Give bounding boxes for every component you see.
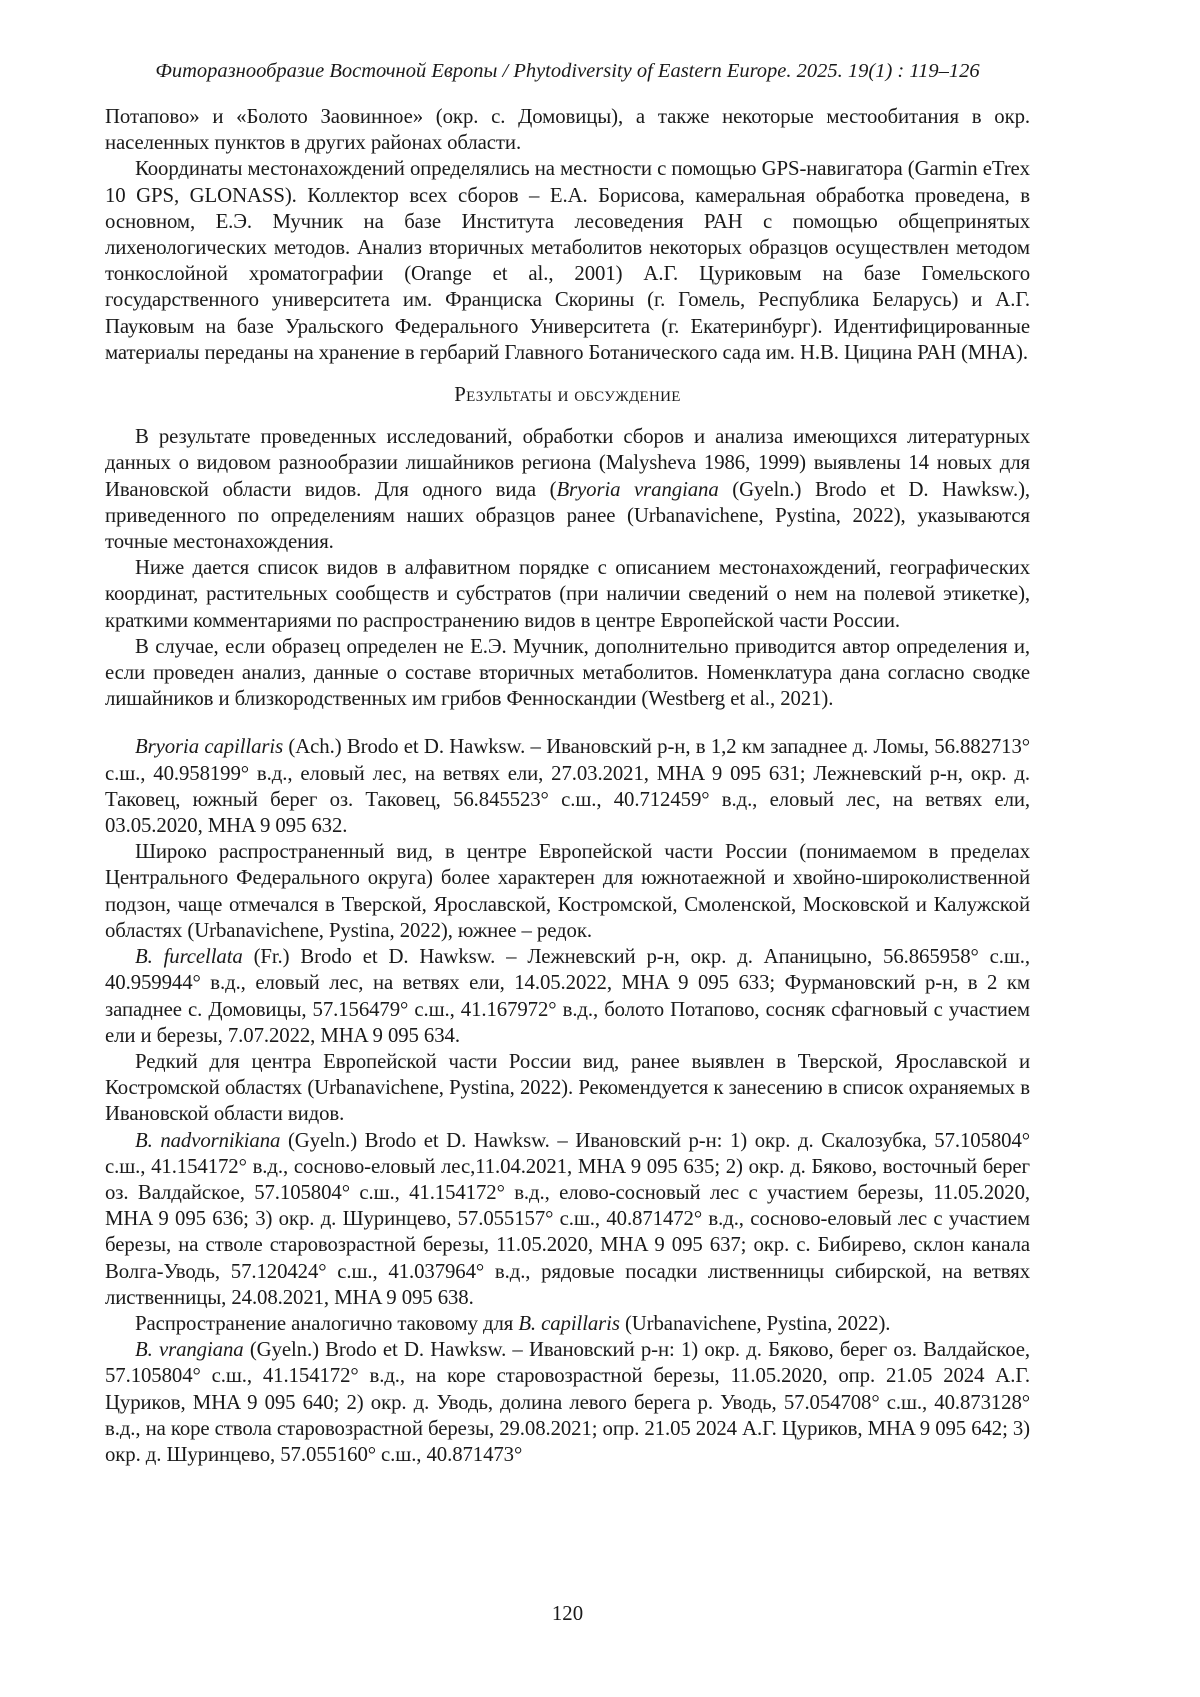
paragraph-text: (Ach.) Brodo et D. Hawksw. – Ивановский р-н, в 1,2 км западнее д. Ломы, 56.882713° с.ш., 40.958199° в.д., еловый лес, на ветвях ели, 27.03.2021, MHA 9 095 631; Лежневский р-н, окр. д. Таковец, южный берег оз. Таковец, 56.845523° с.ш., 40.712459° в.д., еловый лес, на ветвях ели, 03.05.2020, MHA 9 095 632. (105, 735, 1030, 838)
species-entry-bryoria-vrangiana (105, 1337, 1030, 1468)
paragraph-text: Широко распространенный вид, в центре Европейской части России (понимаемом в пределах Центрального Федерального округа) более характерен для южнотаежной и хвойно-широколиственной подзон, чаще отмечался в Тверской, Ярославской, Костромской, Смоленской, Московской и Калужской областях (Urbanavichene, Pystina, 2022), южнее – редок. (105, 840, 1030, 942)
species-name-italic: Bryoria capillaris (135, 735, 284, 759)
paragraph-text: (Urbanavichene, Pystina, 2022). (619, 1311, 891, 1335)
paragraph-text: Распространение аналогично таковому для (135, 1311, 519, 1335)
paragraph-nomenclature (105, 634, 1030, 713)
paragraph-text: Редкий для центра Европейской части России вид, ранее выявлен в Тверской, Ярославской и Костромской областях (Urbanavichene, Pystina, 2022). Рекомендуется к занесению в список охраняемых в Ивановской области видов. (105, 1049, 1030, 1126)
paragraph-nadvornikiana-distribution (105, 1311, 1030, 1337)
species-entry-bryoria-nadvornikiana (105, 1128, 1030, 1311)
paragraph-text: (Gyeln.) Brodo et D. Hawksw.), приведенного по определениям наших образцов ранее (Urbanavichene, Pystina, 2022), указываются точные местонахождения. (105, 477, 1030, 554)
paragraph-habitats-continuation (105, 104, 1030, 156)
species-name-italic: B. vrangiana (135, 1338, 244, 1362)
paragraph-text: (Fr.) Brodo et D. Hawksw. – Лежневский р-н, окр. д. Апаницыно, 56.865958° с.ш., 40.959944° в.д., еловый лес, на ветвях ели, 14.05.2022, MHA 9 095 633; Фурмановский р-н, в 2 км западнее с. Домовицы, 57.156479° с.ш., 41.167972° в.д., болото Потапово, сосняк сфагновый с участием ели и березы, 7.07.2022, MHA 9 095 634. (105, 945, 1030, 1047)
paragraph-results-intro (105, 424, 1030, 555)
journal-running-head: Фиторазнообразие Восточной Европы / Phytodiversity of Eastern Europe. 2025. 19(1) : 119–126 (155, 60, 980, 82)
paragraph-list-description (105, 555, 1030, 634)
species-name-italic: B. nadvornikiana (135, 1128, 281, 1152)
paragraph-text: Координаты местонахождений определялись на местности с помощью GPS-навигатора (Garmin eTrex 10 GPS, GLONASS). Коллектор всех сборов – Е.А. Борисова, камеральная обработка проведена, в основном, Е.Э. Мучник на базе Института лесоведения РАН с помощью общепринятых лихенологических методов. Анализ вторичных метаболитов некоторых образцов осуществлен методом тонкослойной хроматографии (Orange et al., 2001) А.Г. Цуриковым на базе Гомельского государственного университета им. Франциска Скорины (г. Гомель, Республика Беларусь) и А.Г. Пауковым на базе Уральского Федерального Университета (г. Екатеринбург). Идентифицированные материалы переданы на хранение в гербарий Главного Ботанического сада им. Н.В. Цицина РАН (MHA). (105, 157, 1030, 364)
paragraph-methods (105, 156, 1030, 366)
species-name-italic: B. capillaris (518, 1311, 620, 1335)
page-number: 120 (551, 1602, 584, 1625)
species-entry-bryoria-capillaris (105, 734, 1030, 839)
paragraph-text: В случае, если образец определен не Е.Э. Мучник, дополнительно приводится автор определения и, если проведен анализ, данные о составе вторичных метаболитов. Номенклатура дана согласно сводке лишайников и близкородственных им грибов Фенноскандии (Westberg et al., 2021). (105, 634, 1030, 711)
species-name-italic: B. furcellata (135, 945, 243, 969)
paragraph-capillaris-distribution (105, 839, 1030, 944)
article-body (105, 104, 1030, 1468)
paragraph-text: (Gyeln.) Brodo et D. Hawksw. – Ивановский р-н: 1) окр. д. Скалозубка, 57.105804° с.ш., 41.154172° в.д., сосново-еловый лес,11.04.2021, MHA 9 095 635; 2) окр. д. Бяково, восточный берег оз. Валдайское, 57.105804° с.ш., 41.154172° в.д., елово-сосновый лес с участием березы, 11.05.2020, MHA 9 095 636; 3) окр. д. Шуринцево, 57.055157° с.ш., 40.871472° в.д., сосново-еловый лес с участием березы, на стволе старовозрастной березы, 11.05.2020, MHA 9 095 637; окр. с. Бибирево, склон канала Волга-Уводь, 57.120424° с.ш., 41.037964° в.д., рядовые посадки лиственницы сибирской, на ветвях лиственницы, 24.08.2021, MHA 9 095 638. (105, 1128, 1030, 1309)
paragraph-text: Потапово» и «Болото Заовинное» (окр. с. Домовицы), а также некоторые местообитания в окр. населенных пунктов в других районах области. (105, 105, 1030, 155)
paragraph-text: В результате проведенных исследований, обработки сборов и анализа имеющихся литературных данных о видовом разнообразии лишайников региона (Malysheva 1986, 1999) выявлены 14 новых для Ивановской области видов. Для одного вида ( (105, 425, 1030, 501)
paragraph-furcellata-distribution (105, 1049, 1030, 1128)
species-entry-bryoria-furcellata (105, 944, 1030, 1049)
paragraph-text: (Gyeln.) Brodo et D. Hawksw. – Ивановский р-н: 1) окр. д. Бяково, берег оз. Валдайское, 57.105804° с.ш., 41.154172° в.д., на коре старовозрастной березы, 11.05.2020, опр. 21.05 2024 А.Г. Цуриков, MHA 9 095 640; 2) окр. д. Уводь, долина левого берега р. Уводь, 57.054708° с.ш., 40.873128° в.д., на коре ствола старовозрастной березы, 29.08.2021; опр. 21.05 2024 А.Г. Цуриков, MHA 9 095 642; 3) окр. д. Шуринцево, 57.055160° с.ш., 40.871473° (105, 1338, 1030, 1466)
species-name-italic: Bryoria vrangiana (556, 477, 719, 501)
section-heading-results: Результаты и обсуждение (454, 383, 681, 407)
paragraph-text: Ниже дается список видов в алфавитном порядке с описанием местонахождений, географических координат, растительных сообществ и субстратов (при наличии сведений о нем на полевой этикетке), краткими комментариями по распространению видов в центре Европейской части России. (105, 556, 1030, 632)
